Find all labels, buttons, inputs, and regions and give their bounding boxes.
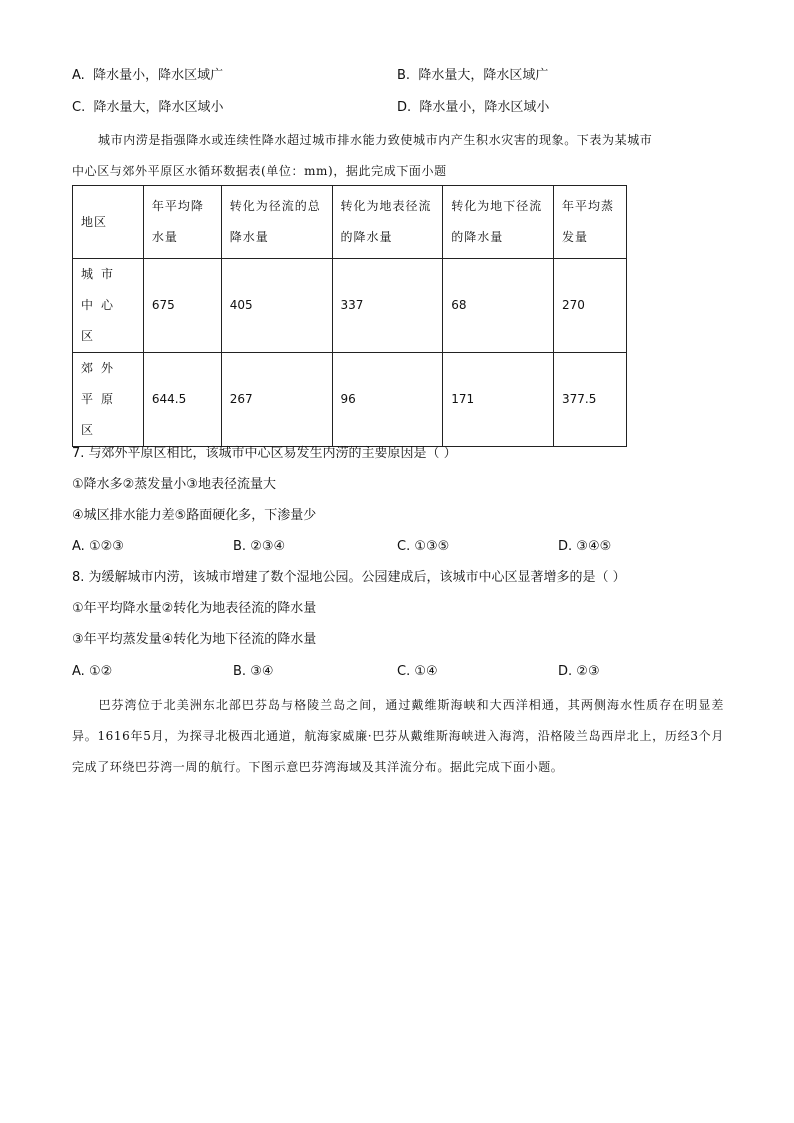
- option-text: ③④: [250, 664, 274, 679]
- q7-option-a: [72, 537, 124, 557]
- option-text: 降水量大，降水区域小: [93, 100, 224, 115]
- q7-option-c: [397, 537, 449, 557]
- option-letter: C.: [72, 100, 86, 115]
- value-cell: 68: [443, 259, 554, 353]
- value-cell: 675: [143, 259, 221, 353]
- q6-option-b: [397, 66, 548, 86]
- option-text: 降水量小，降水区域广: [93, 68, 224, 83]
- q8-option-d: [558, 662, 600, 682]
- q8-items-line1: ①年平均降水量②转化为地表径流的降水量: [72, 601, 317, 616]
- option-text: 降水量小，降水区域小: [419, 100, 550, 115]
- option-letter: B.: [233, 539, 247, 554]
- q8-items-line2: ③年平均蒸发量④转化为地下径流的降水量: [72, 632, 317, 647]
- option-letter: D.: [397, 100, 412, 115]
- header-cell: 转化为地表径流的降水量: [332, 186, 443, 259]
- table-row: [73, 259, 627, 353]
- region-cell: 郊外平原区: [73, 353, 144, 447]
- value-cell: 377.5: [554, 353, 627, 447]
- option-letter: B.: [233, 664, 247, 679]
- value-cell: 337: [332, 259, 443, 353]
- q6-option-a: [72, 66, 223, 86]
- q6-option-c: [72, 98, 224, 118]
- q7-items-line2: ④城区排水能力差⑤路面硬化多，下渗量少: [72, 508, 317, 523]
- water-cycle-table: [72, 185, 627, 447]
- value-cell: 644.5: [143, 353, 221, 447]
- q7-option-b: [233, 537, 285, 557]
- q8-option-b: [233, 662, 274, 682]
- value-cell: 96: [332, 353, 443, 447]
- q7-items-line1: ①降水多②蒸发量小③地表径流量大: [72, 477, 276, 492]
- option-letter: C.: [397, 539, 411, 554]
- region-cell: 城市中心区: [73, 259, 144, 353]
- option-text: ①③⑤: [414, 539, 450, 554]
- intro1-line1: 城市内涝是指强降水或连续性降水超过城市排水能力致使城市内产生积水灾害的现象。下表为某城市: [98, 133, 653, 147]
- table-row: [73, 353, 627, 447]
- option-letter: D.: [558, 664, 573, 679]
- value-cell: 270: [554, 259, 627, 353]
- option-letter: C.: [397, 664, 411, 679]
- q7-stem: 7. 与郊外平原区相比，该城市中心区易发生内涝的主要原因是（ ）: [72, 446, 457, 461]
- option-text: ②③④: [250, 539, 286, 554]
- header-cell: 地区: [73, 186, 144, 259]
- option-text: ①②③: [88, 539, 124, 554]
- value-cell: 267: [221, 353, 332, 447]
- q8-option-a: [72, 662, 112, 682]
- q8-stem: 8. 为缓解城市内涝，该城市增建了数个湿地公园。公园建成后，该城市中心区显著增多的是（ ）: [72, 570, 626, 585]
- intro1-line2: 中心区与郊外平原区水循环数据表(单位：mm)，据此完成下面小题: [72, 164, 447, 178]
- option-text: 降水量大，降水区域广: [418, 68, 549, 83]
- intro2-text: 巴芬湾位于北美洲东北部巴芬岛与格陵兰岛之间，通过戴维斯海峡和大西洋相通，其两侧海水性质存在明显差异。1616年5月，为探寻北极西北通道，航海家威廉·巴芬从戴维斯海峡进入海湾，沿格陵兰岛西岸北上，历经3个月完成了环绕巴芬湾一周的航行。下图示意巴芬湾海域及其洋流分布。据此完成下面小题。: [72, 698, 724, 774]
- value-cell: 405: [221, 259, 332, 353]
- header-cell: 年平均降水量: [143, 186, 221, 259]
- option-letter: A.: [72, 68, 85, 83]
- q8-option-c: [397, 662, 438, 682]
- header-cell: 转化为径流的总降水量: [221, 186, 332, 259]
- option-text: ①②: [88, 664, 113, 679]
- q6-option-d: [397, 98, 549, 118]
- value-cell: 171: [443, 353, 554, 447]
- option-letter: B.: [397, 68, 411, 83]
- q7-option-d: [558, 537, 611, 557]
- header-cell: 年平均蒸发量: [554, 186, 627, 259]
- option-letter: D.: [558, 539, 573, 554]
- option-text: ①④: [414, 664, 438, 679]
- intro2-paragraph: [72, 690, 724, 783]
- header-cell: 转化为地下径流的降水量: [443, 186, 554, 259]
- option-text: ③④⑤: [576, 539, 612, 554]
- option-letter: A.: [72, 539, 85, 554]
- option-letter: A.: [72, 664, 85, 679]
- table-header-row: [73, 186, 627, 259]
- option-text: ②③: [576, 664, 600, 679]
